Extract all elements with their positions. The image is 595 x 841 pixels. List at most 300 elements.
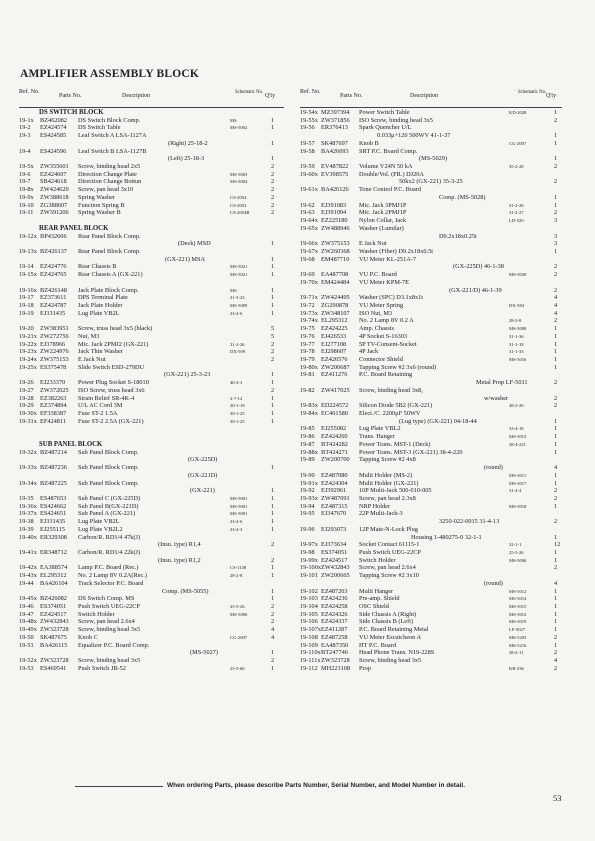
schematic-number: CS-1138 [230,565,247,571]
ref-number: 19-77 [300,340,315,348]
part-description: P.C. Board Retaining Metal [359,626,429,634]
quantity: 1 [271,587,275,595]
part-description: VU P.C. Board [359,271,397,279]
table-row [19,549,284,557]
quantity: 2 [271,610,275,618]
part-description: Washer (Lumilar) [359,224,404,232]
part-description: Sub Panel Block Comp. [78,464,139,472]
section-title: DS SWITCH BLOCK [39,109,104,116]
ref-number: 19-2 [19,124,31,132]
part-description: Function Spring B [78,201,125,209]
table-row [19,155,284,163]
part-description: Connector Shield [359,356,403,363]
schematic-number: 39-1-25 [230,411,245,417]
part-number: ES469541 [40,664,67,672]
quantity: 2 [554,487,558,495]
part-description: Lug Plate VB2L [78,309,120,317]
column-header [300,87,562,108]
table-row [19,117,284,125]
ref-number: 19-54x [300,109,318,116]
quantity: 2 [554,379,558,387]
section-heading [19,441,284,449]
quantity: 4 [554,464,558,472]
quantity: 1 [271,564,275,572]
table-row [19,618,284,626]
part-description: Elect./C. 2200μF 50WV [359,410,421,418]
part-description: (Lug type) (GX-221) 04-18-44 [399,417,477,425]
table-row [19,642,284,650]
table-row [19,356,284,364]
ref-number: 19-64x [300,217,318,225]
quantity: 2 [554,649,558,657]
schematic-number: MS-5001 [230,495,248,501]
table-row [19,310,284,318]
table-row [19,209,284,217]
section-heading [19,225,284,233]
part-description: Nut, M3 [78,332,100,340]
part-description: Screw, binding head 3x5 [78,626,141,634]
part-description: NRP Holder [359,502,391,510]
ref-number: 19-86 [300,433,315,441]
part-description: (GX-221) 25-3-23 [164,371,211,379]
part-number: EL295312 [40,572,67,580]
ref-number: 19-73x [300,309,318,317]
quantity: 1 [554,139,558,147]
table-row [19,271,284,279]
table-row [300,302,562,310]
ref-number: 19-99x [300,556,318,564]
table-row [19,302,284,310]
quantity: 1 [554,193,558,201]
ref-number: 19-46 [19,603,34,610]
ref-number: 19-100x [300,564,321,572]
table-row [19,626,284,634]
schematic-number: CS-2054B [230,210,250,216]
part-description: Rear Chassis A (GX-221) [78,271,143,279]
ref-number: 19-68 [300,255,315,263]
part-description: Sub Panel Block Comp. [78,448,139,456]
ref-number: 19-5x [19,163,34,171]
table-row [19,433,284,441]
schematic-number: MS [230,287,237,293]
schematic-number: 35-2-28 [509,164,524,170]
part-description: Screw, binding head 3x5 [78,657,141,665]
quantity: 1 [271,417,275,425]
quantity: 2 [554,271,558,279]
schematic-number: 40-2-3 [230,380,243,386]
header-parts-no: Parts No. [59,93,82,99]
table-row [300,395,562,403]
part-number: EZ424337 [321,618,348,626]
part-number: BA426093 [321,147,349,155]
quantity: 2 [271,163,275,171]
part-number: ZW432843 [321,564,350,572]
table-row [300,495,562,503]
quantity: 2 [271,556,275,564]
table-row [300,626,562,634]
part-number: EJ426533 [321,332,347,340]
table-row [300,510,562,518]
part-number: ZW200665 [321,572,350,580]
ref-number: 19-101 [300,572,318,580]
part-number: MH223108 [321,664,351,672]
part-description: Switch Holder [78,610,115,618]
ref-number: 19-83x [300,402,318,410]
ref-number: 19-94 [300,502,315,510]
schematic-number: 39-1-25 [230,418,245,424]
table-row [300,425,562,433]
quantity: 1 [271,410,275,418]
table-row [300,256,562,264]
part-number: ZW348107 [321,309,350,317]
part-number: EJ233370 [40,379,66,387]
ref-number: 19-22x [19,340,37,348]
part-description: 4P Socket S-16303 [359,332,408,340]
part-number: BA426126 [321,186,349,194]
part-number: EJ391094 [321,209,347,217]
quantity: 1 [554,626,558,634]
table-row [19,603,284,611]
quantity: 1 [271,649,275,657]
table-row [300,155,562,163]
schematic-number: 25-5-60 [230,665,245,671]
table-row [300,580,562,588]
part-number: EZ424225 [321,325,348,333]
schematic-number: 31-5-23 [230,295,245,301]
schematic-number: MS-5030 [509,272,527,278]
quantity: 1 [554,471,558,479]
quantity: 1 [271,139,275,147]
schematic-number: MS-5014 [509,596,527,602]
part-description: (GX-221/D) 46-1-39 [449,286,502,294]
ref-number: 19-55x [300,116,318,124]
ref-number: 19-36x [19,502,37,510]
part-description: U/L AC Cord 3M [78,402,123,410]
part-description: Screw, pan head 2.6x4 [78,618,135,626]
ref-number: 19-57 [300,139,315,147]
quantity: 1 [271,518,275,526]
ref-number: 19-8x [19,186,34,194]
table-row [300,657,562,665]
part-description: Multi Hanger [359,587,394,595]
schematic-number: 31-1-18 [509,341,524,347]
ref-number: 19-4 [19,147,31,155]
part-number: EJ347670 [321,510,347,518]
table-row [300,163,562,171]
quantity: 1 [271,263,275,271]
ref-number: 19-35 [19,494,34,502]
ref-number: 19-66x [300,240,318,248]
ref-number: 19-78 [300,348,315,356]
schematic-number: MS-5011 [509,472,527,478]
part-description: Screw, binding head 3x5 [359,657,422,665]
part-description: Washer (SPC) D3.1x8x1t [359,294,424,302]
part-description: VU Meter KPM-7E [359,278,410,286]
schematic-number: MS-5216 [509,642,527,648]
part-description: Power Switch Table [359,109,410,116]
part-description: Mic. Jack 3PMJ1P [359,201,407,209]
part-number: BT424282 [321,440,348,448]
part-description: ISO Screw, binding head 3x5 [359,116,433,124]
part-number: ZW272756 [40,332,69,340]
part-description: Comp. (MS-5028) [439,193,486,201]
header-parts-no: Parts No. [340,93,363,99]
part-number: EZ411287 [321,626,348,634]
schematic-number: 32-1-1 [509,542,522,548]
quantity: 1 [554,556,558,564]
part-number: ZW323728 [40,626,69,634]
part-number: ER348712 [40,548,67,556]
part-number: ZW260368 [321,247,350,255]
schematic-number: MS-5002 [230,125,248,131]
quantity: 1 [554,548,558,556]
part-number: ZW424620 [40,186,69,194]
part-number: EF424811 [40,417,67,425]
quantity: 2 [554,402,558,410]
table-row [300,564,562,572]
schematic-number: 28-2-8 [509,318,522,324]
quantity: 2 [271,186,275,194]
part-number: EJ255115 [40,525,65,533]
table-row [19,186,284,194]
schematic-number: CG-2007 [230,634,248,640]
part-number: BZ462082 [40,116,67,124]
table-row [300,557,562,565]
ref-number: 19-104 [300,603,318,610]
part-number: EZ487080 [321,471,348,479]
part-number: EZ424787 [40,301,67,309]
part-number: EZ424304 [321,479,348,487]
table-row [19,480,284,488]
ref-number: 19-75 [300,325,315,333]
ref-number: 19-81 [300,371,315,379]
schematic-number: MS-5015 [509,604,527,609]
part-description: Lug Plate VB2L [78,518,120,526]
ref-number: 19-67x [300,247,318,255]
ref-number: 19-32x [19,448,37,456]
part-description: (Left) 25-18-3 [168,155,205,163]
quantity: 2 [271,657,275,665]
ref-number: 19-107x [300,626,321,634]
table-row [19,171,284,179]
quantity: 1 [271,664,275,672]
table-row [19,503,284,511]
part-description: Carbon/R. RD1/4 22k(J) [78,548,141,556]
part-description: Sub Panel A (GX-221) [78,510,136,518]
part-number: BA426115 [40,641,68,649]
part-description: Push Switch JB-52 [78,664,126,672]
quantity: 2 [554,518,558,526]
table-row [19,595,284,603]
table-row [300,333,562,341]
table-row [19,572,284,580]
quantity: 1 [554,340,558,348]
table-row [300,518,562,526]
quantity: 1 [554,247,558,255]
footer-note: When ordering Parts, please describe Parts Number, Serial Number, and Model Number in detail. [167,782,465,789]
ref-number: 19-105 [300,610,318,618]
part-number: EZ424765 [40,271,67,279]
part-number: EL295312 [321,317,348,325]
quantity: 2 [271,209,275,217]
part-number: EZ374894 [40,402,67,410]
ref-number: 19-103 [300,595,318,603]
ref-number: 19-95 [300,510,315,518]
part-description: Double/Vol. (FR.) DJ20A [359,170,424,178]
table-row [300,233,562,241]
part-number: EZ424607 [40,170,67,178]
table-row [300,348,562,356]
part-number: ZW391206 [40,209,69,217]
part-number: ER329308 [40,533,67,541]
table-row [19,464,284,472]
part-description: (Insu. type) R1,4 [158,541,201,549]
part-number: EZ487258 [321,633,348,641]
ref-number: 19-10 [19,201,34,209]
quantity: 2 [554,163,558,171]
part-number: EC401580 [321,410,348,418]
table-row [300,387,562,395]
table-row [300,148,562,156]
part-description: Fuse ST-2 2.5A (GX-221) [78,417,144,425]
part-number: ZW375153 [40,356,69,363]
part-number: SK487697 [321,139,348,147]
part-number: EV487822 [321,163,349,171]
part-number: ZW200700 [321,456,350,464]
quantity: 2 [271,603,275,610]
part-number: EF338387 [40,410,67,418]
quantity: 1 [554,587,558,595]
part-number: ES424596 [40,147,67,155]
part-number: EZ424258 [321,603,348,610]
ref-number: 19-72 [300,301,315,309]
table-row [300,294,562,302]
table-row [300,109,562,117]
part-number: BT247746 [321,649,348,657]
quantity: 1 [554,155,558,163]
table-row [300,487,562,495]
part-description: Screw, pan head 2.3x8 [359,494,416,502]
part-description: No. 2 Lamp 8V 0.2A(Rec.) [78,572,147,580]
part-description: Multi Holder (GX-221) [359,479,419,487]
part-description: Amp. Chassis [359,325,394,333]
part-number: ZW424495 [321,294,350,302]
part-description: Tapping Screw #2 3x6 (round) [359,363,437,371]
table-row [300,464,562,472]
part-number: EZ424776 [40,263,67,271]
quantity: 2 [271,348,275,356]
part-number: ZW200687 [321,363,350,371]
part-number: ZW371856 [321,116,350,124]
table-row [19,163,284,171]
schematic-number: MS [230,117,237,123]
part-description: (Insu. type) R1,2 [158,556,201,564]
schematic-number: MS-5203 [509,634,527,640]
quantity: 1 [271,464,275,472]
schematic-number: CS-2054 [230,194,247,200]
table-row [300,441,562,449]
schematic-number: MS-5016 [509,357,527,362]
part-description: Lug Plate VBL2 [359,425,401,433]
table-row [300,541,562,549]
table-row [300,534,562,542]
ref-number: 19-20 [19,325,34,333]
schematic-number: MS-5017 [509,480,527,486]
table-row [300,271,562,279]
part-description: Jack Plate Block Comp. [78,286,139,294]
part-description: Track Selector P.C. Board [78,579,144,587]
ref-number: 19-38 [19,518,34,526]
part-description: 4P Jack [359,348,379,356]
part-number: EZ373611 [40,294,67,302]
ref-number: 19-108 [300,633,318,641]
section-title: REAR PANEL BLOCK [39,224,109,232]
part-number: EJ373634 [321,541,347,549]
quantity: 1 [271,286,275,294]
part-description: 50kx2 (GX-221) 35-3-25 [399,178,463,186]
table-row [19,240,284,248]
ref-number: 19-6 [19,170,31,178]
ref-number: 19-112 [300,664,318,672]
schematic-number: DX-584 [509,302,525,308]
part-number: ZW487091 [321,494,350,502]
table-row [300,263,562,271]
part-number: EZ424236 [321,595,348,603]
table-row [19,611,284,619]
ref-number: 19-90 [300,471,315,479]
schematic-number: 33-4-3 [230,526,243,532]
part-number: EA388574 [40,564,68,572]
part-number: ZW488946 [321,224,350,232]
table-row [300,418,562,426]
part-description: Screw, truss head 3x5 (black) [78,325,153,333]
table-row [300,364,562,372]
quantity: 3 [554,217,558,225]
table-row [300,665,562,673]
quantity: 1 [554,109,558,116]
part-description: Push Switch UEG-22CP [359,548,421,556]
ref-number: 19-24x [19,356,37,363]
ref-number: 19-11 [19,209,34,217]
table-row [300,140,562,148]
part-number: ED224572 [321,402,349,410]
quantity: 1 [554,425,558,433]
part-description: P.C. Board Retaining [359,371,413,379]
quantity: 1 [271,487,275,495]
part-number: ES424662 [40,502,67,510]
part-number: EV398575 [321,170,349,178]
ref-number: 19-25x [19,363,37,371]
part-description: SRT P.C. Board Comp. [359,147,418,155]
schematic-number: 20-1-19 [230,403,245,409]
part-number: BZ426082 [40,595,67,603]
ref-number: 19-65x [300,224,318,232]
table-row [300,240,562,248]
table-row [19,541,284,549]
table-row [300,217,562,225]
schematic-number: 33-4-18 [509,426,524,432]
table-row [19,665,284,673]
part-description: Screw, pan head 3x10 [78,186,134,194]
ref-number: 19-53 [19,664,34,672]
ref-number: 19-58 [300,147,315,155]
ref-number: 19-48x [19,618,37,626]
part-description: D9.2x18x0.25t [439,232,477,240]
quantity: 1 [554,132,558,140]
table-row [19,580,284,588]
part-number: BA426104 [40,579,68,587]
ref-number: 19-16x [19,286,37,294]
